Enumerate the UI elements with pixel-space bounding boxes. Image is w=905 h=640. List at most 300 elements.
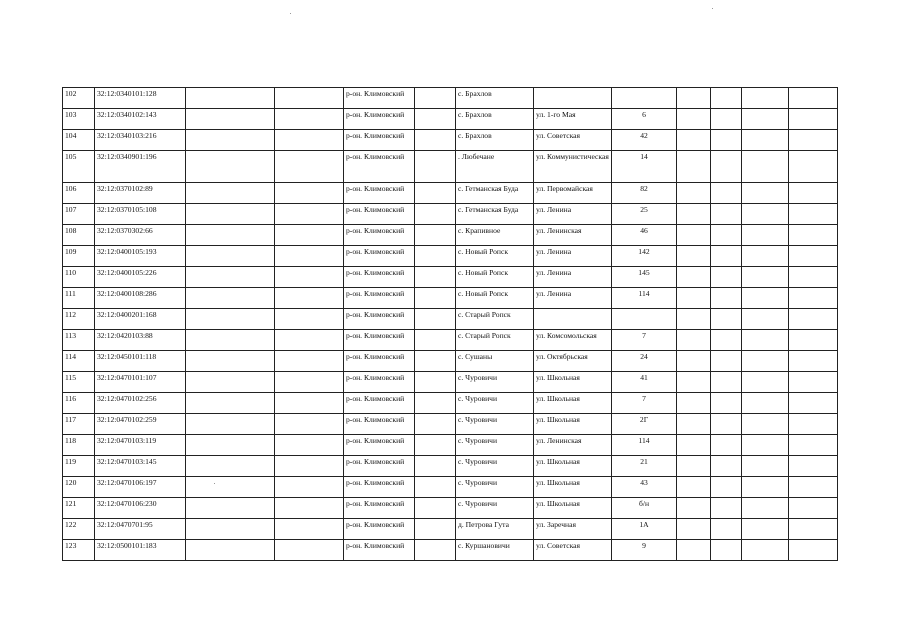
empty-cell xyxy=(186,183,275,204)
empty-cell xyxy=(711,330,742,351)
empty-cell xyxy=(789,435,838,456)
empty-cell xyxy=(711,456,742,477)
empty-cell xyxy=(711,204,742,225)
empty-cell xyxy=(711,246,742,267)
district-cell: р-он. Климовский xyxy=(344,372,415,393)
cadastral-number-cell: 32:12:0470106:197 xyxy=(95,477,186,498)
empty-cell xyxy=(789,88,838,109)
empty-cell xyxy=(742,498,789,519)
empty-cell xyxy=(789,456,838,477)
empty-cell xyxy=(789,309,838,330)
empty-cell xyxy=(711,477,742,498)
empty-cell xyxy=(275,519,344,540)
settlement-cell: с. Чуровичи xyxy=(456,372,534,393)
street-cell: ул. 1-го Мая xyxy=(534,109,612,130)
settlement-cell: . Любечане xyxy=(456,151,534,183)
cadastral-number-cell: 32:12:0470103:145 xyxy=(95,456,186,477)
row-number-cell: 112 xyxy=(63,309,95,330)
empty-cell xyxy=(186,204,275,225)
empty-cell xyxy=(275,288,344,309)
empty-cell xyxy=(711,393,742,414)
house-number-cell: 21 xyxy=(612,456,677,477)
empty-cell xyxy=(711,130,742,151)
empty-cell xyxy=(742,267,789,288)
settlement-cell: с. Брахлов xyxy=(456,109,534,130)
empty-cell xyxy=(742,477,789,498)
cadastral-number-cell: 32:12:0370102:89 xyxy=(95,183,186,204)
empty-cell xyxy=(415,414,456,435)
empty-cell xyxy=(742,456,789,477)
table-row xyxy=(63,435,838,456)
empty-cell xyxy=(186,151,275,183)
settlement-cell: с. Брахлов xyxy=(456,130,534,151)
cadastral-number-cell: 32:12:0470101:107 xyxy=(95,372,186,393)
row-number-cell: 104 xyxy=(63,130,95,151)
empty-cell xyxy=(789,477,838,498)
row-number-cell: 103 xyxy=(63,109,95,130)
row-number-cell: 109 xyxy=(63,246,95,267)
house-number-cell: 114 xyxy=(612,435,677,456)
empty-cell xyxy=(677,309,711,330)
settlement-cell: с. Гетманская Буда xyxy=(456,183,534,204)
empty-cell xyxy=(742,519,789,540)
row-number-cell: 118 xyxy=(63,435,95,456)
row-number-cell: 102 xyxy=(63,88,95,109)
empty-cell xyxy=(186,498,275,519)
house-number-cell: 1А xyxy=(612,519,677,540)
empty-cell xyxy=(789,540,838,561)
empty-cell xyxy=(742,288,789,309)
district-cell: р-он. Климовский xyxy=(344,267,415,288)
cadastral-number-cell: 32:12:0370302:66 xyxy=(95,225,186,246)
settlement-cell: с. Новый Ропск xyxy=(456,267,534,288)
empty-cell xyxy=(742,372,789,393)
row-number-cell: 123 xyxy=(63,540,95,561)
empty-cell xyxy=(677,435,711,456)
empty-cell xyxy=(415,456,456,477)
empty-cell xyxy=(415,540,456,561)
empty-cell xyxy=(186,130,275,151)
empty-cell xyxy=(677,204,711,225)
empty-cell xyxy=(415,372,456,393)
scan-speck xyxy=(712,8,713,9)
empty-cell xyxy=(789,372,838,393)
empty-cell xyxy=(415,267,456,288)
empty-cell xyxy=(742,435,789,456)
row-number-cell: 117 xyxy=(63,414,95,435)
empty-cell xyxy=(186,88,275,109)
settlement-cell: с. Чуровичи xyxy=(456,393,534,414)
empty-cell xyxy=(789,351,838,372)
settlement-cell: с. Старый Ропск xyxy=(456,309,534,330)
empty-cell xyxy=(742,246,789,267)
table-row xyxy=(63,151,838,183)
district-cell: р-он. Климовский xyxy=(344,519,415,540)
empty-cell xyxy=(677,246,711,267)
empty-cell xyxy=(789,183,838,204)
empty-cell xyxy=(742,540,789,561)
empty-cell xyxy=(275,435,344,456)
settlement-cell: с. Брахлов xyxy=(456,88,534,109)
table-row xyxy=(63,109,838,130)
empty-cell xyxy=(711,109,742,130)
empty-cell xyxy=(711,88,742,109)
empty-cell xyxy=(275,477,344,498)
row-number-cell: 105 xyxy=(63,151,95,183)
empty-cell xyxy=(186,477,275,498)
street-cell: ул. Октябрьская xyxy=(534,351,612,372)
empty-cell xyxy=(186,372,275,393)
empty-cell xyxy=(275,267,344,288)
street-cell: ул. Школьная xyxy=(534,393,612,414)
cadastral-number-cell: 32:12:0340101:128 xyxy=(95,88,186,109)
empty-cell xyxy=(275,246,344,267)
empty-cell xyxy=(415,225,456,246)
empty-cell xyxy=(677,88,711,109)
table-row xyxy=(63,351,838,372)
empty-cell xyxy=(275,309,344,330)
cadastral-number-cell: 32:12:0400108:286 xyxy=(95,288,186,309)
empty-cell xyxy=(711,540,742,561)
empty-cell xyxy=(186,519,275,540)
empty-cell xyxy=(275,351,344,372)
street-cell: ул. Ленина xyxy=(534,267,612,288)
house-number-cell: 42 xyxy=(612,130,677,151)
empty-cell xyxy=(789,498,838,519)
district-cell: р-он. Климовский xyxy=(344,498,415,519)
empty-cell xyxy=(275,204,344,225)
property-register-table xyxy=(62,87,838,561)
empty-cell xyxy=(711,183,742,204)
empty-cell xyxy=(677,372,711,393)
district-cell: р-он. Климовский xyxy=(344,288,415,309)
house-number-cell: 46 xyxy=(612,225,677,246)
empty-cell xyxy=(742,183,789,204)
empty-cell xyxy=(677,151,711,183)
row-number-cell: 111 xyxy=(63,288,95,309)
house-number-cell: 7 xyxy=(612,393,677,414)
cadastral-number-cell: 32:12:0340102:143 xyxy=(95,109,186,130)
empty-cell xyxy=(789,130,838,151)
empty-cell xyxy=(415,477,456,498)
empty-cell xyxy=(275,151,344,183)
street-cell: ул. Школьная xyxy=(534,372,612,393)
row-number-cell: 108 xyxy=(63,225,95,246)
table-row xyxy=(63,88,838,109)
empty-cell xyxy=(275,88,344,109)
table-row xyxy=(63,267,838,288)
empty-cell xyxy=(677,477,711,498)
cadastral-number-cell: 32:12:0470103:119 xyxy=(95,435,186,456)
empty-cell xyxy=(415,204,456,225)
house-number-cell: б/н xyxy=(612,498,677,519)
district-cell: р-он. Климовский xyxy=(344,204,415,225)
empty-cell xyxy=(789,151,838,183)
settlement-cell: с. Чуровичи xyxy=(456,477,534,498)
table-row xyxy=(63,130,838,151)
empty-cell xyxy=(275,225,344,246)
street-cell: ул. Ленина xyxy=(534,204,612,225)
table-row xyxy=(63,540,838,561)
cadastral-number-cell: 32:12:0470102:259 xyxy=(95,414,186,435)
table-row xyxy=(63,225,838,246)
empty-cell xyxy=(415,130,456,151)
settlement-cell: с. Чуровичи xyxy=(456,414,534,435)
empty-cell xyxy=(677,393,711,414)
empty-cell xyxy=(186,540,275,561)
empty-cell xyxy=(742,309,789,330)
empty-cell xyxy=(415,435,456,456)
settlement-cell: с. Чуровичи xyxy=(456,435,534,456)
empty-cell xyxy=(677,109,711,130)
empty-cell xyxy=(186,351,275,372)
empty-cell xyxy=(742,351,789,372)
empty-cell xyxy=(677,130,711,151)
district-cell: р-он. Климовский xyxy=(344,130,415,151)
street-cell: ул. Советская xyxy=(534,130,612,151)
empty-cell xyxy=(711,225,742,246)
empty-cell xyxy=(677,519,711,540)
district-cell: р-он. Климовский xyxy=(344,435,415,456)
settlement-cell: с. Новый Ропск xyxy=(456,288,534,309)
empty-cell xyxy=(789,393,838,414)
cadastral-number-cell: 32:12:0400105:193 xyxy=(95,246,186,267)
house-number-cell xyxy=(612,309,677,330)
empty-cell xyxy=(415,330,456,351)
empty-cell xyxy=(415,288,456,309)
district-cell: р-он. Климовский xyxy=(344,151,415,183)
row-number-cell: 106 xyxy=(63,183,95,204)
street-cell: ул. Ленинская xyxy=(534,435,612,456)
settlement-cell: с. Старый Ропск xyxy=(456,330,534,351)
empty-cell xyxy=(742,151,789,183)
settlement-cell: с. Куршановичи xyxy=(456,540,534,561)
empty-cell xyxy=(711,498,742,519)
empty-cell xyxy=(711,414,742,435)
empty-cell xyxy=(711,351,742,372)
street-cell: ул. Школьная xyxy=(534,477,612,498)
empty-cell xyxy=(677,330,711,351)
empty-cell xyxy=(415,393,456,414)
empty-cell xyxy=(742,414,789,435)
row-number-cell: 120 xyxy=(63,477,95,498)
row-number-cell: 113 xyxy=(63,330,95,351)
house-number-cell: 9 xyxy=(612,540,677,561)
settlement-cell: с. Чуровичи xyxy=(456,456,534,477)
cadastral-number-cell: 32:12:0420103:88 xyxy=(95,330,186,351)
empty-cell xyxy=(742,109,789,130)
house-number-cell: 41 xyxy=(612,372,677,393)
house-number-cell: 114 xyxy=(612,288,677,309)
settlement-cell: с. Гетманская Буда xyxy=(456,204,534,225)
row-number-cell: 122 xyxy=(63,519,95,540)
row-number-cell: 110 xyxy=(63,267,95,288)
district-cell: р-он. Климовский xyxy=(344,109,415,130)
house-number-cell: 82 xyxy=(612,183,677,204)
empty-cell xyxy=(711,309,742,330)
empty-cell xyxy=(275,393,344,414)
cadastral-number-cell: 32:12:0450101:118 xyxy=(95,351,186,372)
district-cell: р-он. Климовский xyxy=(344,183,415,204)
district-cell: р-он. Климовский xyxy=(344,246,415,267)
cadastral-number-cell: 32:12:0340901:196 xyxy=(95,151,186,183)
scan-speck xyxy=(290,13,291,14)
empty-cell xyxy=(677,267,711,288)
empty-cell xyxy=(711,372,742,393)
cadastral-number-cell: 32:12:0400201:168 xyxy=(95,309,186,330)
district-cell: р-он. Климовский xyxy=(344,330,415,351)
street-cell: ул. Ленинская xyxy=(534,225,612,246)
empty-cell xyxy=(677,498,711,519)
table-row xyxy=(63,477,838,498)
street-cell: ул. Школьная xyxy=(534,498,612,519)
cadastral-number-cell: 32:12:0340103:216 xyxy=(95,130,186,151)
empty-cell xyxy=(186,393,275,414)
empty-cell xyxy=(677,540,711,561)
street-cell: ул. Заречная xyxy=(534,519,612,540)
empty-cell xyxy=(275,372,344,393)
street-cell: ул. Школьная xyxy=(534,456,612,477)
empty-cell xyxy=(275,456,344,477)
empty-cell xyxy=(742,225,789,246)
cadastral-number-cell: 32:12:0500101:183 xyxy=(95,540,186,561)
row-number-cell: 121 xyxy=(63,498,95,519)
district-cell: р-он. Климовский xyxy=(344,351,415,372)
empty-cell xyxy=(677,288,711,309)
district-cell: р-он. Климовский xyxy=(344,540,415,561)
row-number-cell: 119 xyxy=(63,456,95,477)
district-cell: р-он. Климовский xyxy=(344,456,415,477)
empty-cell xyxy=(742,130,789,151)
house-number-cell: 2Г xyxy=(612,414,677,435)
house-number-cell: 25 xyxy=(612,204,677,225)
empty-cell xyxy=(711,435,742,456)
empty-cell xyxy=(275,540,344,561)
empty-cell xyxy=(275,498,344,519)
empty-cell xyxy=(711,267,742,288)
street-cell xyxy=(534,88,612,109)
empty-cell xyxy=(186,246,275,267)
cadastral-number-cell: 32:12:0370105:108 xyxy=(95,204,186,225)
empty-cell xyxy=(789,288,838,309)
street-cell: ул. Комсомольская xyxy=(534,330,612,351)
empty-cell xyxy=(742,204,789,225)
empty-cell xyxy=(275,330,344,351)
street-cell: ул. Первомайская xyxy=(534,183,612,204)
table-row xyxy=(63,330,838,351)
empty-cell xyxy=(789,109,838,130)
table-row xyxy=(63,498,838,519)
table-body xyxy=(63,88,838,561)
settlement-cell: д. Петрова Гута xyxy=(456,519,534,540)
cadastral-number-cell: 32:12:0470701:95 xyxy=(95,519,186,540)
district-cell: р-он. Климовский xyxy=(344,477,415,498)
empty-cell xyxy=(677,456,711,477)
house-number-cell: 24 xyxy=(612,351,677,372)
street-cell: ул. Ленина xyxy=(534,246,612,267)
empty-cell xyxy=(789,246,838,267)
district-cell: р-он. Климовский xyxy=(344,309,415,330)
empty-cell xyxy=(186,288,275,309)
house-number-cell: 145 xyxy=(612,267,677,288)
empty-cell xyxy=(415,351,456,372)
house-number-cell: 43 xyxy=(612,477,677,498)
row-number-cell: 107 xyxy=(63,204,95,225)
table-row xyxy=(63,204,838,225)
district-cell: р-он. Климовский xyxy=(344,393,415,414)
table-row xyxy=(63,309,838,330)
empty-cell xyxy=(186,109,275,130)
empty-cell xyxy=(742,330,789,351)
district-cell: р-он. Климовский xyxy=(344,225,415,246)
empty-cell xyxy=(789,330,838,351)
empty-cell xyxy=(677,183,711,204)
table-row xyxy=(63,393,838,414)
row-number-cell: 115 xyxy=(63,372,95,393)
empty-cell xyxy=(742,88,789,109)
empty-cell xyxy=(186,267,275,288)
street-cell: ул. Советская xyxy=(534,540,612,561)
settlement-cell: с. Новый Ропск xyxy=(456,246,534,267)
empty-cell xyxy=(275,130,344,151)
row-number-cell: 116 xyxy=(63,393,95,414)
empty-cell xyxy=(186,225,275,246)
house-number-cell xyxy=(612,88,677,109)
empty-cell xyxy=(789,414,838,435)
empty-cell xyxy=(711,519,742,540)
cadastral-number-cell: 32:12:0400105:226 xyxy=(95,267,186,288)
cadastral-number-cell: 32:12:0470106:230 xyxy=(95,498,186,519)
table-row xyxy=(63,519,838,540)
empty-cell xyxy=(186,330,275,351)
house-number-cell: 6 xyxy=(612,109,677,130)
empty-cell xyxy=(415,88,456,109)
empty-cell xyxy=(275,183,344,204)
house-number-cell: 142 xyxy=(612,246,677,267)
table-row xyxy=(63,183,838,204)
row-number-cell: 114 xyxy=(63,351,95,372)
empty-cell xyxy=(711,288,742,309)
district-cell: р-он. Климовский xyxy=(344,88,415,109)
table-row xyxy=(63,414,838,435)
table-row xyxy=(63,456,838,477)
empty-cell xyxy=(186,435,275,456)
empty-cell xyxy=(677,225,711,246)
empty-cell xyxy=(677,414,711,435)
empty-cell xyxy=(415,151,456,183)
settlement-cell: с. Крапивное xyxy=(456,225,534,246)
empty-cell xyxy=(186,309,275,330)
house-number-cell: 7 xyxy=(612,330,677,351)
empty-cell xyxy=(789,519,838,540)
empty-cell xyxy=(415,246,456,267)
empty-cell xyxy=(415,109,456,130)
empty-cell xyxy=(677,351,711,372)
settlement-cell: с. Чуровичи xyxy=(456,498,534,519)
street-cell: ул. Коммунистическая xyxy=(534,151,612,183)
table-row xyxy=(63,372,838,393)
empty-cell xyxy=(789,267,838,288)
cadastral-number-cell: 32:12:0470102:256 xyxy=(95,393,186,414)
empty-cell xyxy=(742,393,789,414)
empty-cell xyxy=(415,498,456,519)
empty-cell xyxy=(789,204,838,225)
empty-cell xyxy=(186,414,275,435)
empty-cell xyxy=(415,519,456,540)
empty-cell xyxy=(789,225,838,246)
empty-cell xyxy=(186,456,275,477)
empty-cell xyxy=(415,183,456,204)
